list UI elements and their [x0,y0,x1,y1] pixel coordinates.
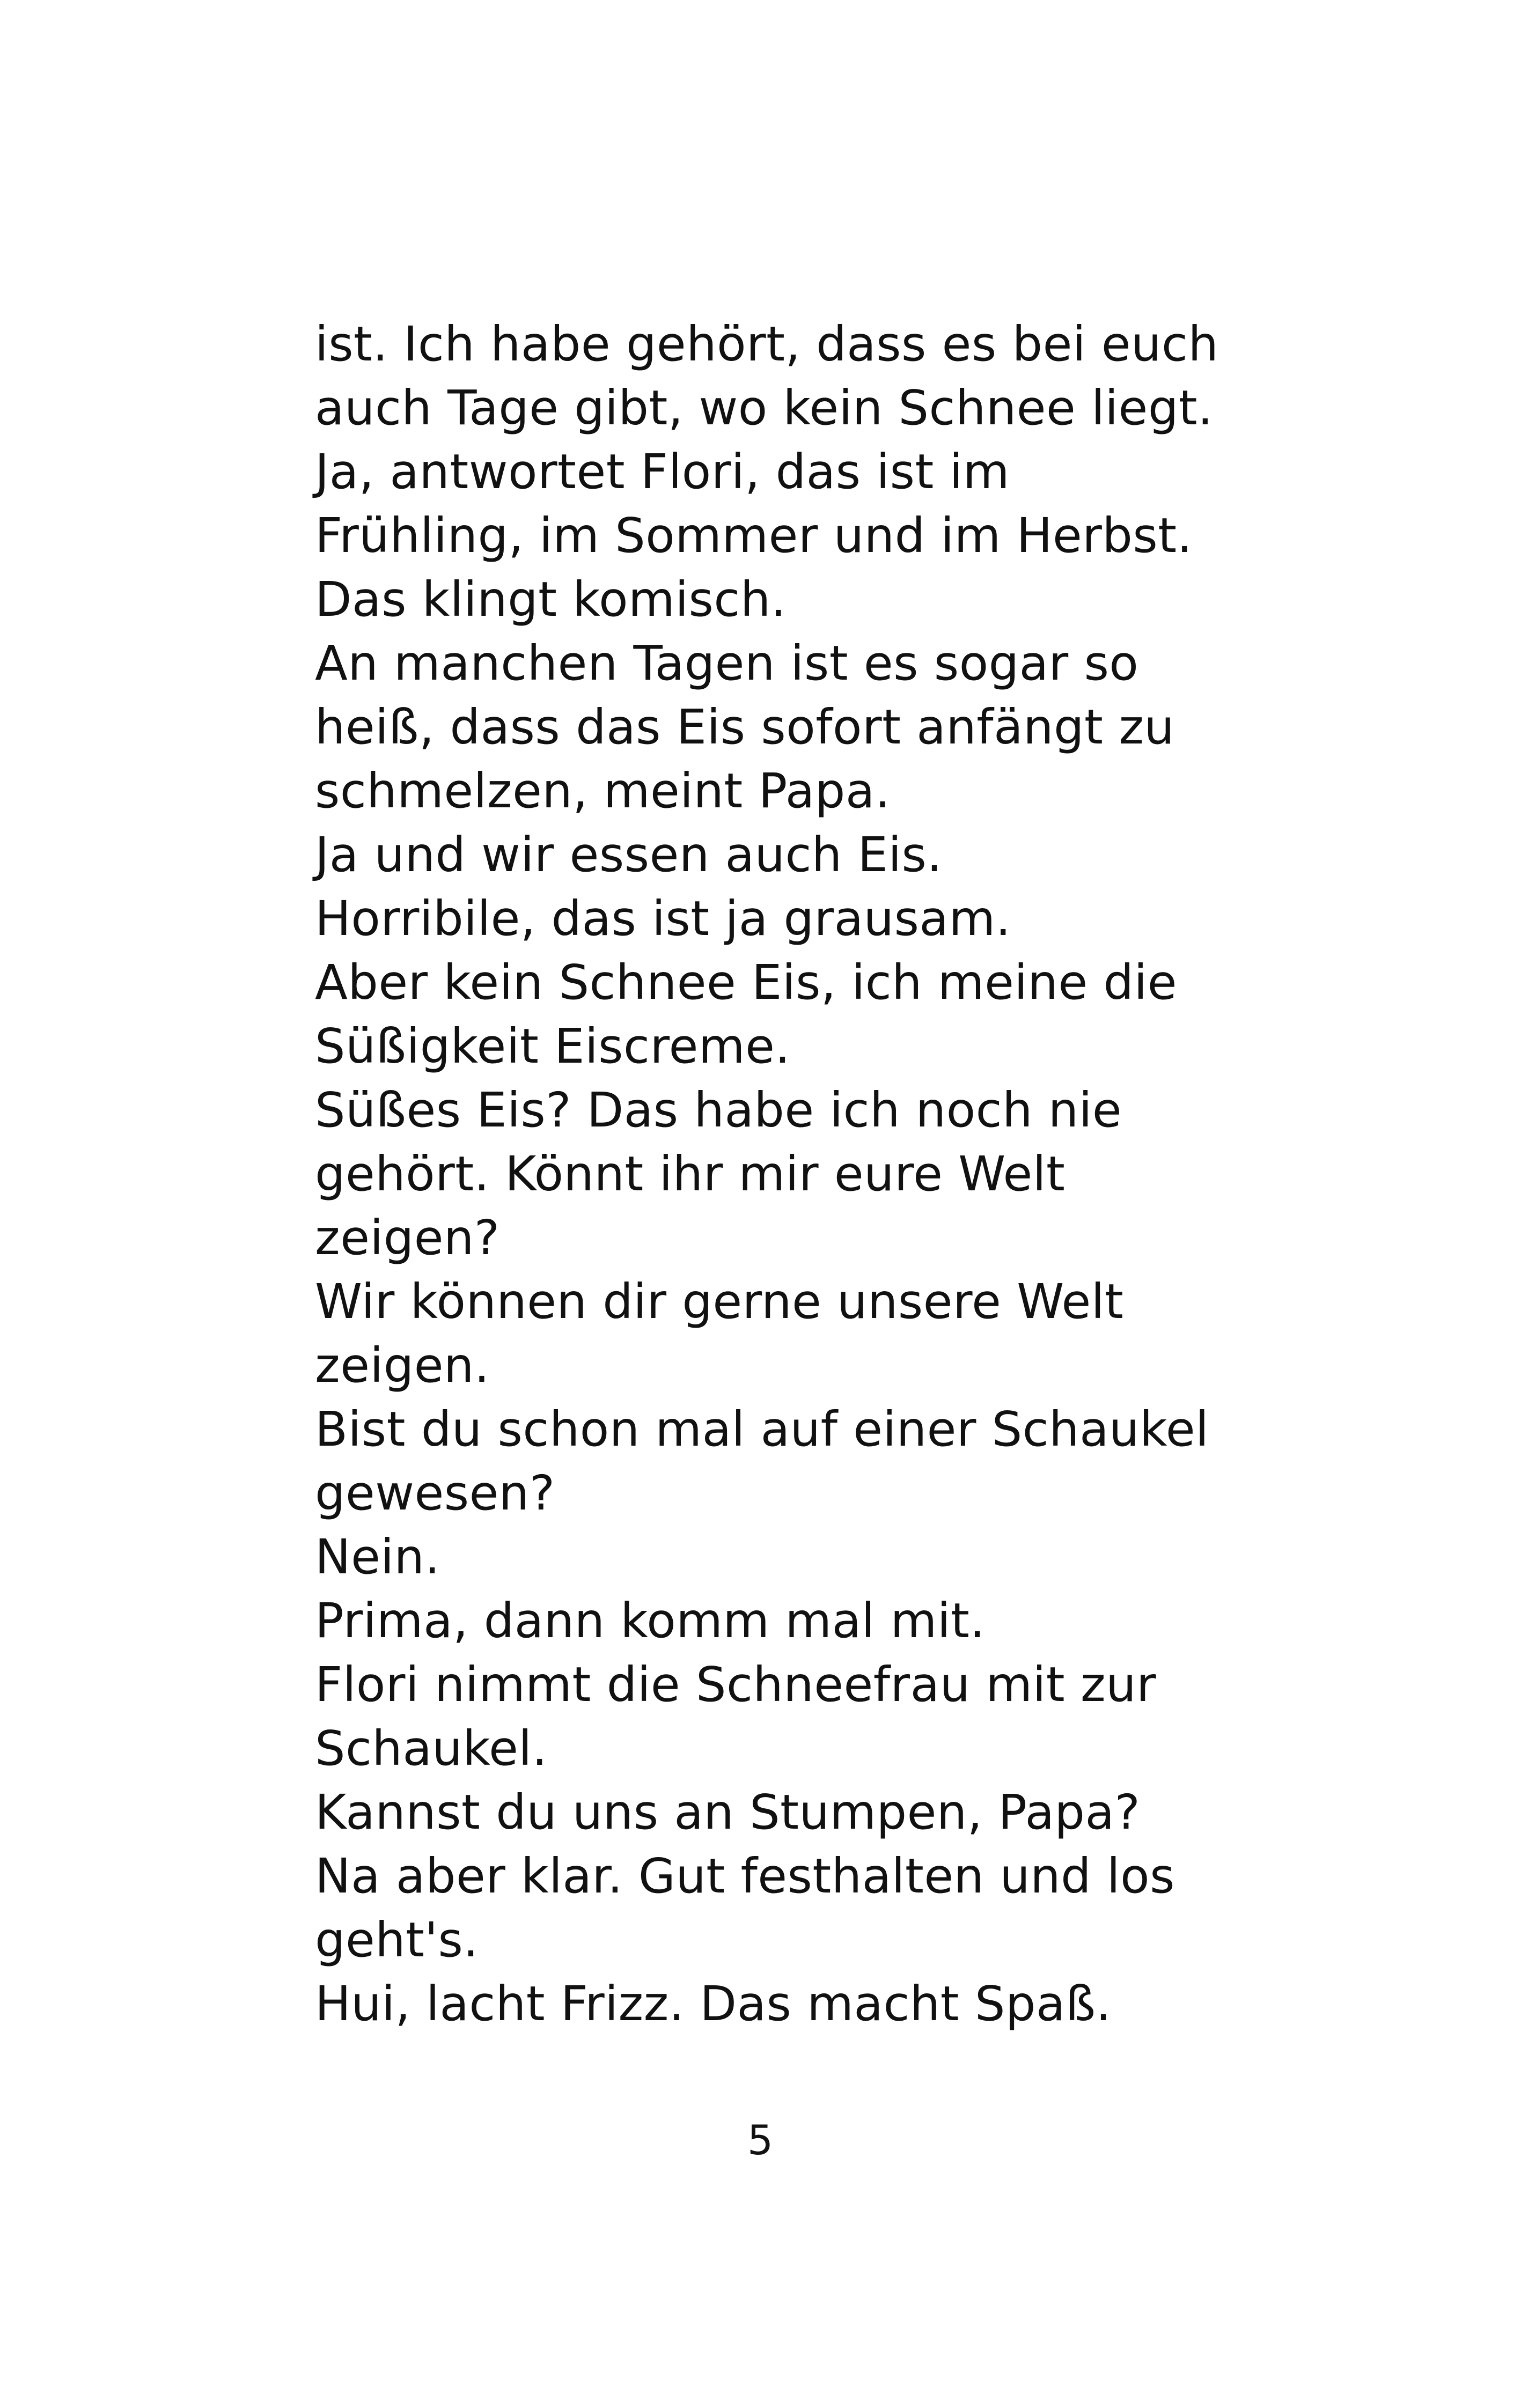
text-line: Horribile, das ist ja grausam. [315,890,1011,946]
text-line: Na aber klar. Gut festhalten und los [315,1848,1175,1904]
text-line: Frühling, im Sommer und im Herbst. [315,507,1193,563]
body-text [315,312,1227,2036]
text-line: geht's. [315,1912,479,1968]
text-line: gewesen? [315,1465,555,1521]
text-line: zeigen? [315,1210,500,1265]
text-line: Wir können dir gerne unsere Welt [315,1273,1124,1329]
text-line: Flori nimmt die Schneefrau mit zur [315,1656,1157,1712]
text-line: Das klingt komisch. [315,571,787,627]
text-line: Bist du schon mal auf einer Schaukel [315,1401,1209,1457]
text-line: Ja, antwortet Flori, das ist im [315,444,1010,499]
text-line: schmelzen, meint Papa. [315,763,891,819]
text-line: Ja und wir essen auch Eis. [315,827,943,882]
text-line: An manchen Tagen ist es sogar so [315,635,1139,691]
text-line: ist. Ich habe gehört, dass es bei euch [315,316,1219,372]
text-line: Kannst du uns an Stumpen, Papa? [315,1784,1141,1840]
text-line: Süßigkeit Eiscreme. [315,1018,791,1074]
text-line: auch Tage gibt, wo kein Schnee liegt. [315,380,1213,436]
text-line: zeigen. [315,1337,490,1393]
text-line: Schaukel. [315,1720,548,1776]
text-line: gehört. Könnt ihr mir eure Welt [315,1146,1066,1202]
text-line: Süßes Eis? Das habe ich noch nie [315,1082,1122,1138]
text-line: heiß, dass das Eis sofort anfängt zu [315,699,1175,755]
text-line: Nein. [315,1529,440,1585]
text-line: Aber kein Schnee Eis, ich meine die [315,954,1177,1010]
text-line: Prima, dann komm mal mit. [315,1593,986,1648]
text-line: Hui, lacht Frizz. Das macht Spaß. [315,1976,1112,2031]
page-number: 5 [747,2116,774,2164]
